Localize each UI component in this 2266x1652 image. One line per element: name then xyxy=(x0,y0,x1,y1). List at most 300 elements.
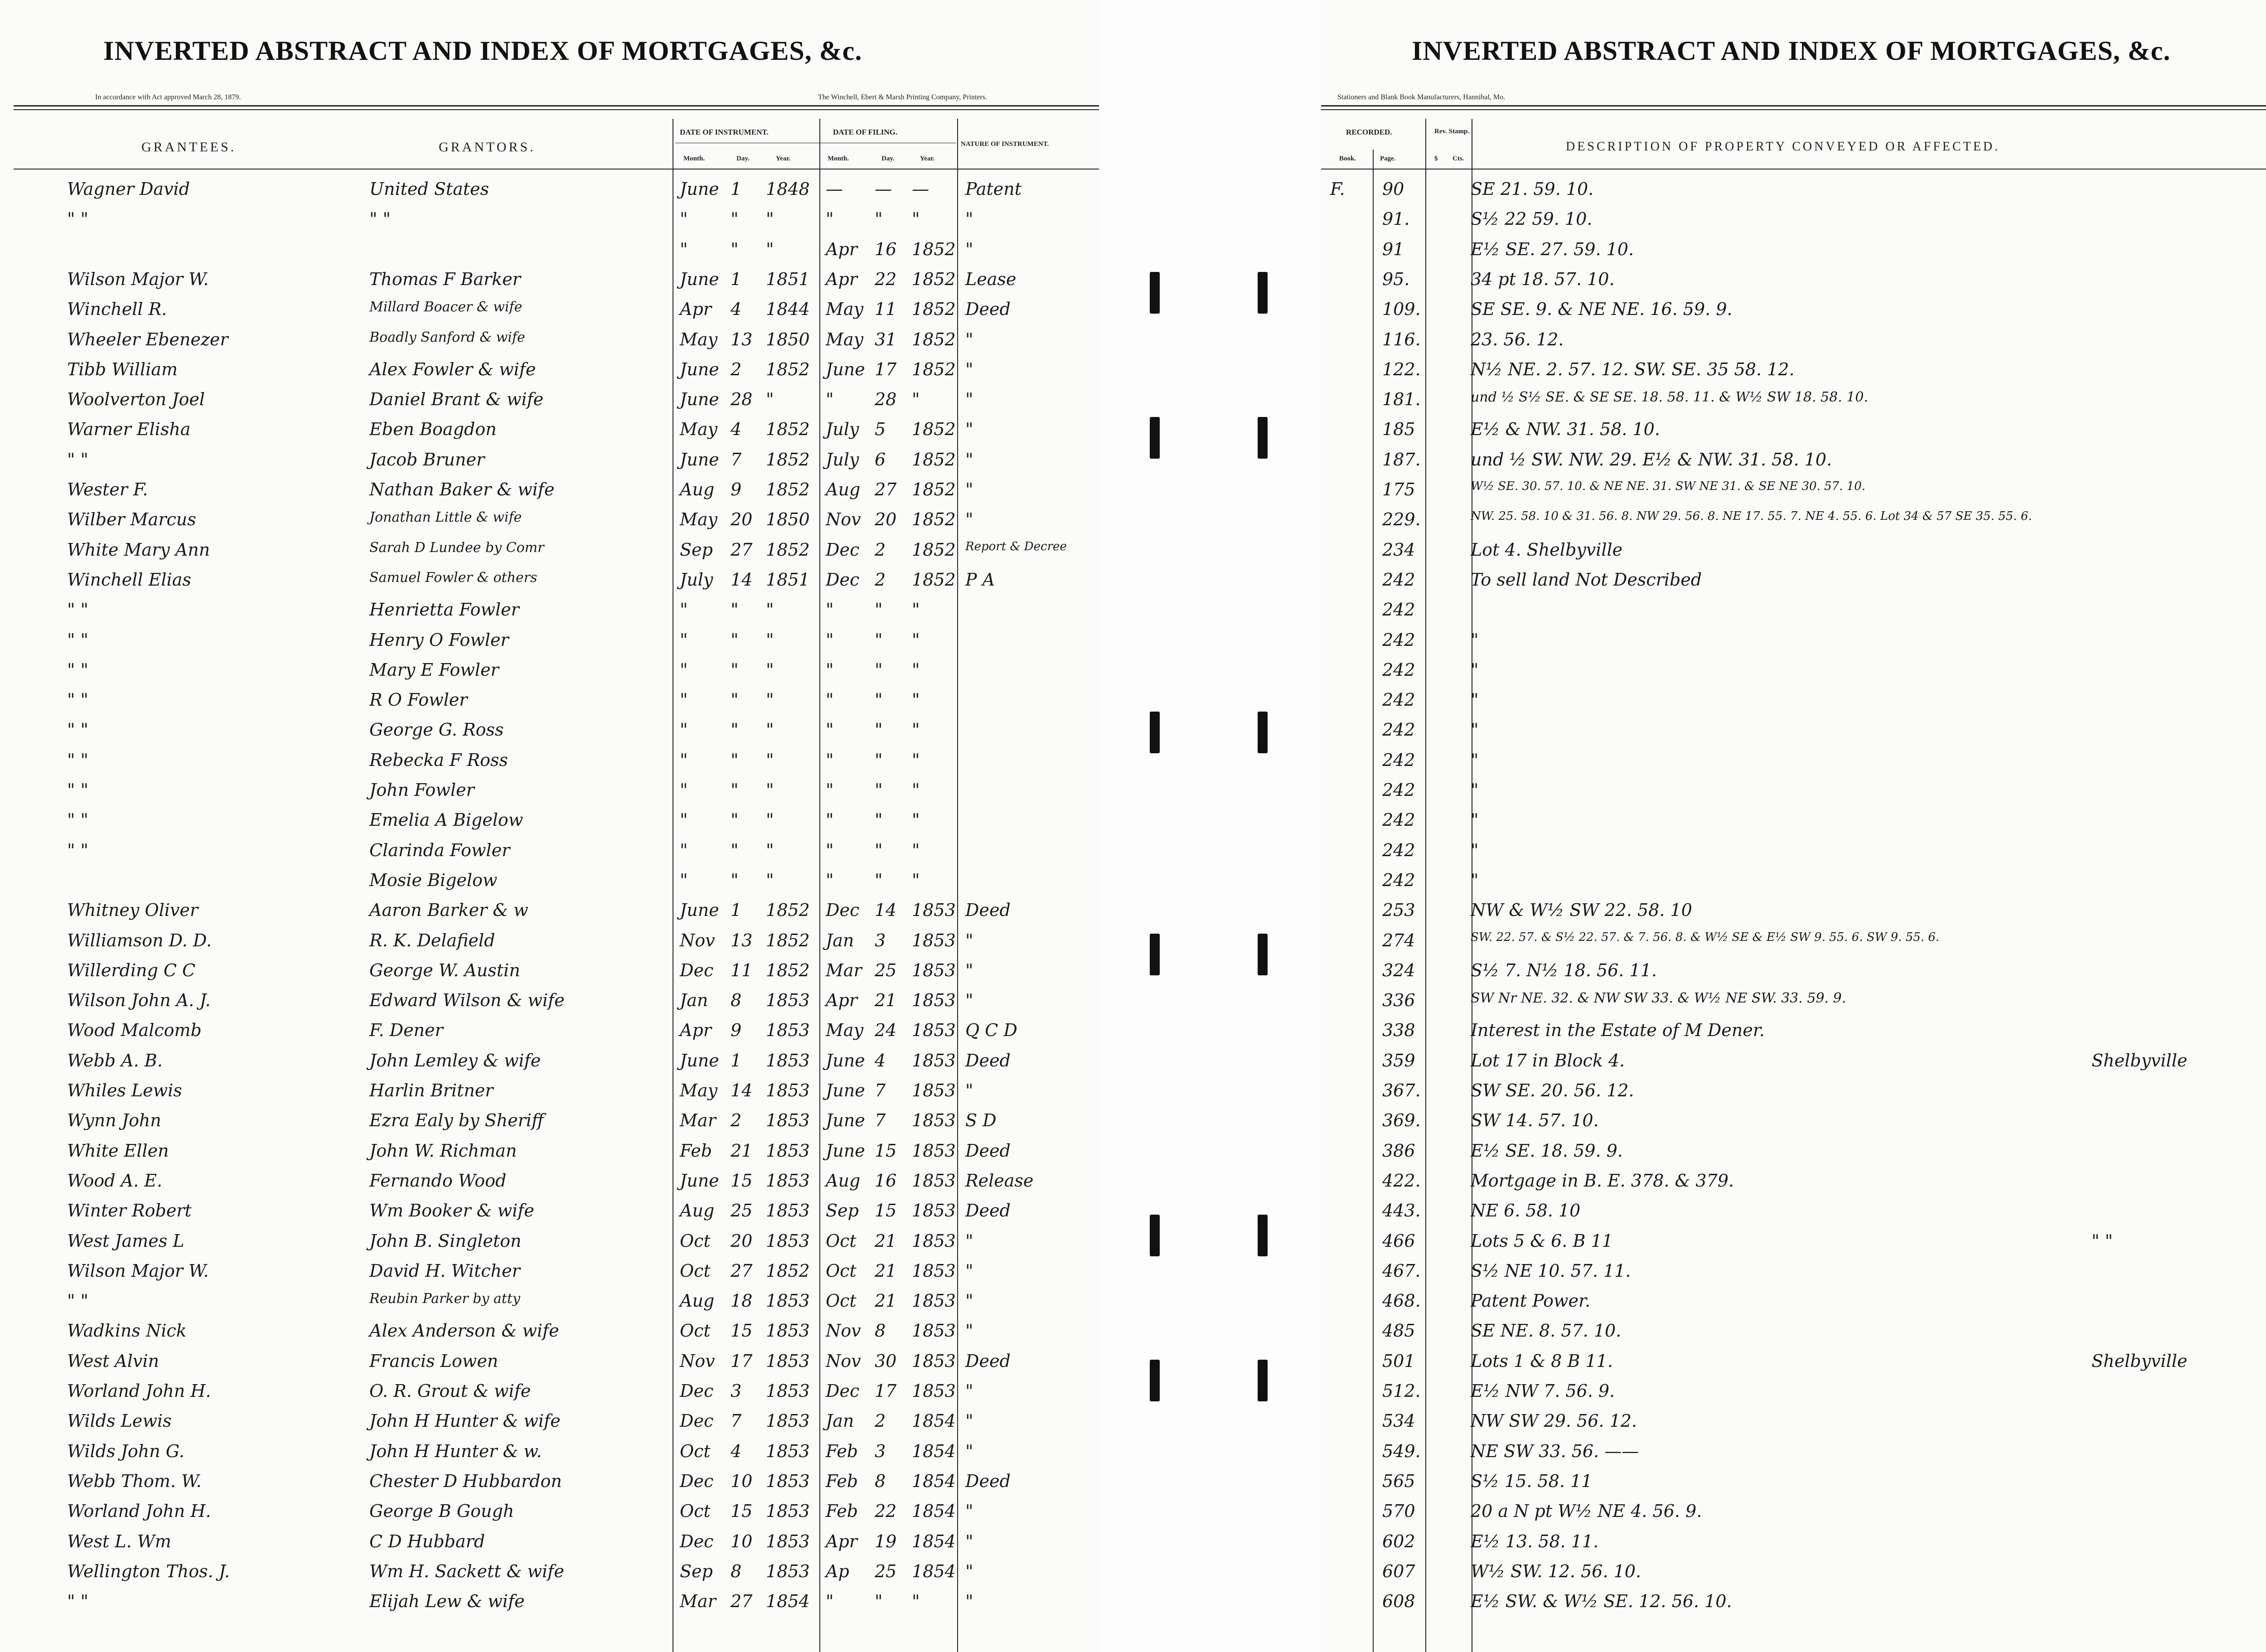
grantee-cell: West James L xyxy=(67,1231,184,1251)
page-number-cell: 336 xyxy=(1382,990,1415,1011)
filing-month-cell: Jan xyxy=(826,930,854,950)
grantee-cell: Wilds Lewis xyxy=(67,1411,172,1431)
filing-day-cell: " xyxy=(875,810,883,830)
grantee-cell: Whitney Oliver xyxy=(67,900,199,920)
grantor-cell: Elijah Lew & wife xyxy=(369,1591,525,1612)
property-description-cell: " xyxy=(1471,810,1479,830)
grantor-cell: Alex Fowler & wife xyxy=(369,359,536,379)
filing-year-cell: 1854 xyxy=(912,1471,956,1491)
page-number-cell: 324 xyxy=(1382,960,1415,980)
year-header: Year. xyxy=(776,155,791,162)
filing-month-cell: " xyxy=(826,780,834,800)
grantee-cell: Wilber Marcus xyxy=(67,509,196,530)
filing-month-cell: " xyxy=(826,690,834,710)
grantee-cell: Wilds John G. xyxy=(67,1441,184,1461)
grantor-cell: Henrietta Fowler xyxy=(369,600,519,620)
instrument-month-cell: Oct xyxy=(680,1441,711,1461)
filing-month-cell: Dec xyxy=(826,1381,860,1401)
nature-cell: Deed xyxy=(965,1471,1011,1491)
filing-day-cell: 25 xyxy=(875,960,897,980)
page-number-cell: 242 xyxy=(1382,870,1415,890)
property-description-cell: SW SE. 20. 56. 12. xyxy=(1471,1080,1634,1100)
grantee-cell: Worland John H. xyxy=(67,1501,211,1521)
instrument-year-cell: 1853 xyxy=(766,1351,810,1371)
grantors-header: GRANTORS. xyxy=(439,140,536,155)
instrument-year-cell: 1853 xyxy=(766,1501,810,1521)
instrument-day-cell: " xyxy=(731,600,739,620)
title-rule-2 xyxy=(1321,109,2266,110)
filing-month-cell: Feb xyxy=(826,1441,858,1461)
grantor-cell: Wm Booker & wife xyxy=(369,1201,534,1221)
nature-cell: " xyxy=(965,449,973,470)
grantor-cell: " " xyxy=(369,209,391,229)
nature-cell: " xyxy=(965,1381,973,1401)
instrument-month-cell: June xyxy=(680,179,719,199)
property-description-cell: N½ NE. 2. 57. 12. SW. SE. 35 58. 12. xyxy=(1471,359,1795,379)
instrument-year-cell: 1850 xyxy=(766,329,810,349)
nature-cell: Patent xyxy=(965,179,1022,199)
instrument-day-cell: " xyxy=(731,870,739,890)
property-description-cell: Interest in the Estate of M Dener. xyxy=(1471,1020,1765,1041)
grantee-cell: Wilson Major W. xyxy=(67,269,209,289)
page-number-cell: 608 xyxy=(1382,1591,1415,1612)
binding-clip xyxy=(1150,1360,1160,1401)
filing-month-cell: Nov xyxy=(826,1321,861,1341)
instrument-year-cell: 1853 xyxy=(766,1170,810,1191)
grantee-cell: Wellington Thos. J. xyxy=(67,1561,230,1581)
instrument-month-cell: May xyxy=(680,1080,718,1100)
instrument-month-cell: Oct xyxy=(680,1260,711,1281)
filing-year-cell: " xyxy=(912,600,920,620)
page-number-cell: 187. xyxy=(1382,449,1421,470)
instrument-day-cell: 3 xyxy=(731,1381,742,1401)
nature-cell: P A xyxy=(965,569,995,590)
instrument-day-cell: 17 xyxy=(731,1351,753,1371)
instrument-day-cell: 28 xyxy=(731,389,753,410)
property-description-cell: S½ 22 59. 10. xyxy=(1471,209,1593,229)
property-description-cell: 34 pt 18. 57. 10. xyxy=(1471,269,1615,289)
instrument-year-cell: 1853 xyxy=(766,1201,810,1221)
binding-clip xyxy=(1258,712,1268,753)
filing-day-cell: 3 xyxy=(875,930,886,950)
instrument-month-cell: " xyxy=(680,780,688,800)
grantee-cell: White Ellen xyxy=(67,1140,169,1161)
property-description-cell: E½ NW 7. 56. 9. xyxy=(1471,1381,1615,1401)
filing-day-cell: 3 xyxy=(875,1441,886,1461)
grantee-cell: Whiles Lewis xyxy=(67,1080,182,1100)
grantor-cell: Samuel Fowler & others xyxy=(369,569,537,586)
grantee-cell: " " xyxy=(67,720,89,740)
filing-day-cell: 8 xyxy=(875,1471,886,1491)
page-header: Page. xyxy=(1380,155,1396,162)
instrument-day-cell: 7 xyxy=(731,449,742,470)
grantee-cell: " " xyxy=(67,630,89,650)
filing-day-cell: 17 xyxy=(875,359,897,379)
property-description-cell: " xyxy=(1471,750,1479,770)
nature-cell: " xyxy=(965,930,973,950)
day-header: Day. xyxy=(736,155,750,162)
grantee-cell: Wynn John xyxy=(67,1110,161,1131)
filing-day-cell: " xyxy=(875,659,883,680)
instrument-year-cell: 1853 xyxy=(766,1441,810,1461)
page-number-cell: 175 xyxy=(1382,480,1415,499)
instrument-month-cell: May xyxy=(680,329,718,349)
filing-year-cell: 1854 xyxy=(912,1501,956,1521)
grantor-cell: John H Hunter & w. xyxy=(369,1441,542,1461)
grantor-cell: Jonathan Little & wife xyxy=(369,509,522,526)
instrument-day-cell: 14 xyxy=(731,1080,753,1100)
grantee-cell: Winter Robert xyxy=(67,1201,192,1221)
filing-month-cell: " xyxy=(826,659,834,680)
filing-month-cell: Aug xyxy=(826,480,861,499)
filing-year-cell: 1852 xyxy=(912,299,956,320)
filing-year-cell: " xyxy=(912,389,920,410)
grantor-cell: O. R. Grout & wife xyxy=(369,1381,531,1401)
grantee-cell: Wester F. xyxy=(67,480,148,499)
page-number-cell: 549. xyxy=(1382,1441,1421,1461)
filing-year-cell: 1854 xyxy=(912,1411,956,1431)
filing-month-cell: Dec xyxy=(826,539,860,560)
filing-month-cell: Oct xyxy=(826,1260,857,1281)
filing-year-cell: 1853 xyxy=(912,1321,956,1341)
filing-month-cell: Sep xyxy=(826,1201,859,1221)
nature-cell: " xyxy=(965,1531,973,1551)
nature-cell: " xyxy=(965,990,973,1011)
property-description-cell: W½ SW. 12. 56. 10. xyxy=(1471,1561,1641,1581)
grantor-cell: Ezra Ealy by Sheriff xyxy=(369,1110,544,1131)
grantee-cell: West L. Wm xyxy=(67,1531,171,1551)
grantee-cell: Wilson Major W. xyxy=(67,1260,209,1281)
location-note-cell: Shelbyville xyxy=(2092,1351,2188,1371)
instrument-month-cell: Sep xyxy=(680,539,713,560)
grantee-cell: Winchell Elias xyxy=(67,569,191,590)
instrument-month-cell: Oct xyxy=(680,1231,711,1251)
filing-year-cell: 1853 xyxy=(912,960,956,980)
location-note-cell: " " xyxy=(2092,1231,2113,1251)
grantor-cell: R. K. Delafield xyxy=(369,930,495,950)
filing-month-cell: " xyxy=(826,389,834,410)
filing-year-cell: 1852 xyxy=(912,329,956,349)
nature-cell: Deed xyxy=(965,1201,1011,1221)
property-description-cell: " xyxy=(1471,659,1479,680)
instrument-year-cell: " xyxy=(766,780,774,800)
instrument-year-cell: " xyxy=(766,840,774,860)
page-number-cell: 367. xyxy=(1382,1080,1421,1100)
instrument-month-cell: Mar xyxy=(680,1591,716,1612)
instrument-year-cell: 1853 xyxy=(766,1231,810,1251)
instrument-day-cell: 20 xyxy=(731,1231,753,1251)
filing-month-cell: " xyxy=(826,750,834,770)
filing-day-cell: 15 xyxy=(875,1140,897,1161)
property-description-cell: 20 a N pt W½ NE 4. 56. 9. xyxy=(1471,1501,1702,1521)
instrument-day-cell: 10 xyxy=(731,1471,753,1491)
instrument-year-cell: " xyxy=(766,720,774,740)
property-description-cell: S½ 15. 58. 11 xyxy=(1471,1471,1593,1491)
book-header: Book. xyxy=(1339,155,1356,162)
grantee-cell: White Mary Ann xyxy=(67,539,210,560)
col-line xyxy=(1425,119,1426,1652)
nature-cell: Report & Decree xyxy=(965,539,1067,553)
grantor-cell: David H. Witcher xyxy=(369,1260,520,1281)
instrument-year-cell: 1853 xyxy=(766,1050,810,1071)
instrument-day-cell: 27 xyxy=(731,1260,753,1281)
page-number-cell: 242 xyxy=(1382,780,1415,800)
instrument-day-cell: 9 xyxy=(731,1020,742,1041)
property-description-cell: E½ SE. 18. 59. 9. xyxy=(1471,1140,1623,1161)
page-number-cell: 234 xyxy=(1382,539,1415,560)
property-description-cell: 23. 56. 12. xyxy=(1471,329,1564,349)
instrument-year-cell: 1852 xyxy=(766,419,810,440)
nature-cell: " xyxy=(965,419,973,440)
filing-year-cell: 1853 xyxy=(912,990,956,1011)
filing-year-cell: 1852 xyxy=(912,480,956,499)
instrument-year-cell: 1853 xyxy=(766,1020,810,1041)
instrument-month-cell: May xyxy=(680,419,718,440)
property-description-cell: NE 6. 58. 10 xyxy=(1471,1201,1581,1221)
instrument-month-cell: Dec xyxy=(680,960,714,980)
page-number-cell: 485 xyxy=(1382,1321,1415,1341)
filing-day-cell: 6 xyxy=(875,449,886,470)
page-number-cell: 242 xyxy=(1382,690,1415,710)
grantee-cell: Wheeler Ebenezer xyxy=(67,329,228,349)
property-description-cell: Lots 5 & 6. B 11 xyxy=(1471,1231,1613,1251)
instrument-year-cell: 1853 xyxy=(766,1291,810,1311)
grantee-cell: " " xyxy=(67,690,89,710)
grantee-cell: Webb Thom. W. xyxy=(67,1471,202,1491)
grantor-cell: John B. Singleton xyxy=(369,1231,522,1251)
property-description-cell: NW SW 29. 56. 12. xyxy=(1471,1411,1637,1431)
month2-header: Month. xyxy=(828,155,849,162)
filing-day-cell: 21 xyxy=(875,1260,897,1281)
instrument-month-cell: " xyxy=(680,239,688,259)
filing-year-cell: 1853 xyxy=(912,1351,956,1371)
filing-month-cell: " xyxy=(826,1591,834,1612)
instrument-month-cell: June xyxy=(680,449,719,470)
filing-year-cell: 1852 xyxy=(912,449,956,470)
instrument-month-cell: Oct xyxy=(680,1501,711,1521)
binding-clip xyxy=(1150,417,1160,459)
filing-day-cell: 21 xyxy=(875,1231,897,1251)
filing-day-cell: " xyxy=(875,600,883,620)
instrument-month-cell: July xyxy=(680,569,713,590)
filing-year-cell: " xyxy=(912,1591,920,1612)
grantee-cell: " " xyxy=(67,600,89,620)
property-description-cell: E½ SE. 27. 59. 10. xyxy=(1471,239,1634,259)
binding-clip xyxy=(1150,712,1160,753)
filing-year-cell: " xyxy=(912,659,920,680)
filing-year-cell: 1852 xyxy=(912,239,956,259)
grantee-cell: Willerding C C xyxy=(67,960,196,980)
grantor-cell: Emelia A Bigelow xyxy=(369,810,523,830)
page-number-cell: 466 xyxy=(1382,1231,1415,1251)
filing-month-cell: Nov xyxy=(826,509,861,530)
date-instrument-header: DATE OF INSTRUMENT. xyxy=(680,128,769,136)
instrument-year-cell: 1854 xyxy=(766,1591,810,1612)
filing-month-cell: Apr xyxy=(826,269,857,289)
instrument-day-cell: " xyxy=(731,750,739,770)
grantee-cell: " " xyxy=(67,1291,89,1311)
instrument-year-cell: " xyxy=(766,870,774,890)
page-number-cell: 242 xyxy=(1382,630,1415,650)
book-cell: F. xyxy=(1330,179,1345,199)
nature-cell: " xyxy=(965,1231,973,1251)
filing-day-cell: 2 xyxy=(875,539,886,560)
page-number-cell: 109. xyxy=(1382,299,1421,320)
filing-day-cell: 19 xyxy=(875,1531,897,1551)
filing-day-cell: 20 xyxy=(875,509,897,530)
property-description-cell: W½ SE. 30. 57. 10. & NE NE. 31. SW NE 31. & SE NE 30. 57. 10. xyxy=(1471,480,1866,493)
instrument-day-cell: 15 xyxy=(731,1501,753,1521)
filing-month-cell: July xyxy=(826,419,859,440)
filing-month-cell: Apr xyxy=(826,239,857,259)
instrument-day-cell: 15 xyxy=(731,1321,753,1341)
instrument-year-cell: " xyxy=(766,600,774,620)
nature-cell: " xyxy=(965,1561,973,1581)
nature-cell: " xyxy=(965,359,973,379)
grantor-cell: Millard Boacer & wife xyxy=(369,299,523,315)
filing-day-cell: 25 xyxy=(875,1561,897,1581)
page-number-cell: 422. xyxy=(1382,1170,1421,1191)
instrument-day-cell: 25 xyxy=(731,1201,753,1221)
filing-day-cell: " xyxy=(875,780,883,800)
page-number-cell: 116. xyxy=(1382,329,1421,349)
grantor-cell: Mary E Fowler xyxy=(369,659,499,680)
filing-day-cell: " xyxy=(875,690,883,710)
grantor-cell: John Lemley & wife xyxy=(369,1050,541,1071)
page-number-cell: 443. xyxy=(1382,1201,1421,1221)
filing-day-cell: " xyxy=(875,1591,883,1612)
grantor-cell: Fernando Wood xyxy=(369,1170,507,1191)
grantor-cell: John Fowler xyxy=(369,780,475,800)
title-rule-2 xyxy=(14,109,1099,110)
filing-year-cell: " xyxy=(912,810,920,830)
filing-month-cell: Feb xyxy=(826,1471,858,1491)
property-description-cell: SE 21. 59. 10. xyxy=(1471,179,1594,199)
property-description-cell: Lot 17 in Block 4. xyxy=(1471,1050,1625,1071)
grantee-cell: Wadkins Nick xyxy=(67,1321,187,1341)
grantor-cell: Daniel Brant & wife xyxy=(369,389,544,410)
property-description-cell: " xyxy=(1471,870,1479,890)
instrument-year-cell: " xyxy=(766,810,774,830)
year2-header: Year. xyxy=(920,155,935,162)
grantee-cell: Wilson John A. J. xyxy=(67,990,211,1011)
filing-month-cell: Jan xyxy=(826,1411,854,1431)
property-description-cell: S½ 7. N½ 18. 56. 11. xyxy=(1471,960,1657,980)
filing-month-cell: Nov xyxy=(826,1351,861,1371)
instrument-day-cell: 27 xyxy=(731,1591,753,1612)
instrument-year-cell: 1853 xyxy=(766,1080,810,1100)
book-gutter xyxy=(1099,0,1321,1652)
property-description-cell: E½ SW. & W½ SE. 12. 56. 10. xyxy=(1471,1591,1732,1612)
instrument-day-cell: 4 xyxy=(731,419,742,440)
filing-month-cell: — xyxy=(826,179,843,199)
grantor-cell: C D Hubbard xyxy=(369,1531,485,1551)
instrument-year-cell: 1853 xyxy=(766,1471,810,1491)
property-description-cell: To sell land Not Described xyxy=(1471,569,1702,590)
filing-day-cell: 16 xyxy=(875,1170,897,1191)
filing-year-cell: 1853 xyxy=(912,1291,956,1311)
instrument-day-cell: 2 xyxy=(731,359,742,379)
page-number-cell: 242 xyxy=(1382,600,1415,620)
recorded-header: RECORDED. xyxy=(1346,128,1392,136)
instrument-month-cell: Jan xyxy=(680,990,708,1011)
binding-clip xyxy=(1258,1360,1268,1401)
filing-year-cell: 1854 xyxy=(912,1531,956,1551)
page-number-cell: 242 xyxy=(1382,840,1415,860)
filing-year-cell: 1853 xyxy=(912,1201,956,1221)
filing-day-cell: " xyxy=(875,750,883,770)
filing-day-cell: 11 xyxy=(875,299,897,320)
property-description-cell: SE SE. 9. & NE NE. 16. 59. 9. xyxy=(1471,299,1733,320)
grantor-cell: Chester D Hubbardon xyxy=(369,1471,562,1491)
grantee-cell: " " xyxy=(67,449,89,470)
instrument-month-cell: " xyxy=(680,690,688,710)
page-number-cell: 386 xyxy=(1382,1140,1415,1161)
grantor-cell: Eben Boagdon xyxy=(369,419,497,440)
grantee-cell: " " xyxy=(67,780,89,800)
page-number-cell: 242 xyxy=(1382,750,1415,770)
page-number-cell: 242 xyxy=(1382,659,1415,680)
nature-cell: " xyxy=(965,480,973,499)
filing-year-cell: " xyxy=(912,780,920,800)
grantee-cell: Winchell R. xyxy=(67,299,167,320)
instrument-month-cell: Feb xyxy=(680,1140,712,1161)
printer-note: The Winchell, Ebert & Marsh Printing Company, Printers. xyxy=(818,93,988,101)
instrument-day-cell: 20 xyxy=(731,509,753,530)
grantor-cell: Clarinda Fowler xyxy=(369,840,510,860)
grantee-cell: " " xyxy=(67,840,89,860)
instrument-day-cell: 1 xyxy=(731,269,742,289)
instrument-year-cell: 1852 xyxy=(766,930,810,950)
grantee-cell: Tibb William xyxy=(67,359,178,379)
instrument-month-cell: Apr xyxy=(680,1020,712,1041)
filing-month-cell: " xyxy=(826,810,834,830)
location-note-cell: Shelbyville xyxy=(2092,1050,2188,1071)
act-note: In accordance with Act approved March 28, 1879. xyxy=(95,93,241,101)
filing-month-cell: June xyxy=(826,1140,865,1161)
instrument-day-cell: 2 xyxy=(731,1110,742,1131)
page-number-cell: 242 xyxy=(1382,720,1415,740)
grantee-cell: Wood A. E. xyxy=(67,1170,163,1191)
filing-day-cell: 5 xyxy=(875,419,886,440)
instrument-month-cell: Aug xyxy=(680,1291,715,1311)
nature-cell: " xyxy=(965,1501,973,1521)
nature-cell: Deed xyxy=(965,1050,1011,1071)
grantor-cell: Boadly Sanford & wife xyxy=(369,329,525,345)
filing-day-cell: 22 xyxy=(875,1501,897,1521)
nature-cell: Deed xyxy=(965,299,1011,320)
date-filing-header: DATE OF FILING. xyxy=(833,128,898,136)
instrument-day-cell: 8 xyxy=(731,1561,742,1581)
grantor-cell: Harlin Britner xyxy=(369,1080,494,1100)
instrument-month-cell: June xyxy=(680,1050,719,1071)
page-number-cell: 467. xyxy=(1382,1260,1421,1281)
instrument-day-cell: 13 xyxy=(731,930,753,950)
page-number-cell: 570 xyxy=(1382,1501,1415,1521)
instrument-month-cell: " xyxy=(680,870,688,890)
grantor-cell: George W. Austin xyxy=(369,960,520,980)
page-number-cell: 468. xyxy=(1382,1291,1421,1311)
grantor-cell: George G. Ross xyxy=(369,720,504,740)
property-description-cell: NW. 25. 58. 10 & 31. 56. 8. NW 29. 56. 8. NE 17. 55. 7. NE 4. 55. 6. Lot 34 & 57 SE 35. 55. 6. xyxy=(1471,509,2032,523)
property-description-cell: SW Nr NE. 32. & NW SW 33. & W½ NE SW. 33. 59. 9. xyxy=(1471,990,1846,1007)
instrument-month-cell: Dec xyxy=(680,1381,714,1401)
filing-month-cell: " xyxy=(826,209,834,229)
property-description-cell: NW & W½ SW 22. 58. 10 xyxy=(1471,900,1692,920)
filing-year-cell: " xyxy=(912,209,920,229)
instrument-day-cell: 1 xyxy=(731,1050,742,1071)
instrument-day-cell: 1 xyxy=(731,900,742,920)
